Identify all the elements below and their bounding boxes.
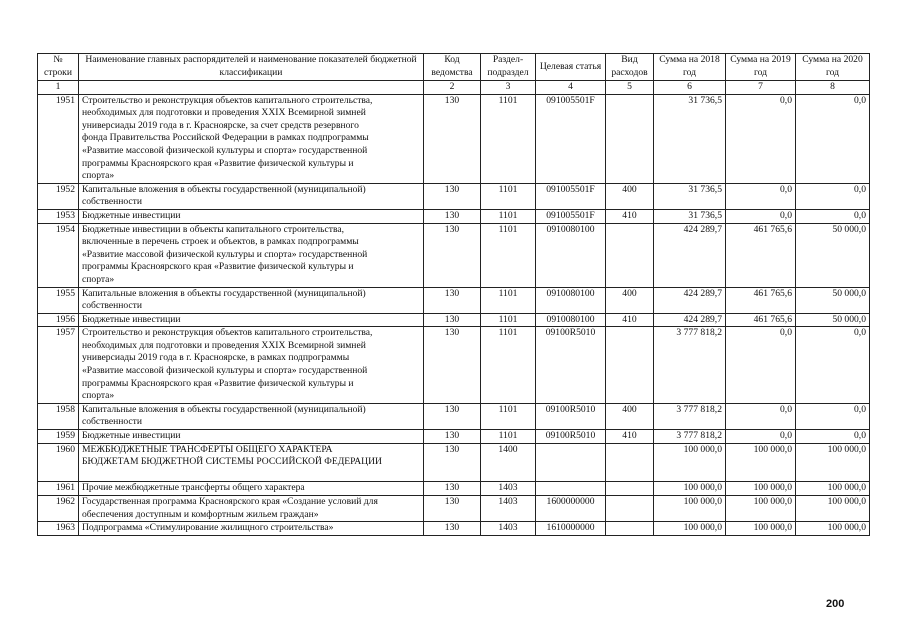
row-sum-2020: 0,0: [796, 183, 870, 209]
row-dept-code: 130: [424, 443, 481, 482]
row-section: 1101: [481, 430, 536, 444]
row-name-line: Строительство и реконструкция объектов капитального строительства,: [82, 94, 373, 106]
row-dept-code: 130: [424, 327, 481, 404]
row-sum-2018: 424 289,7: [654, 223, 726, 287]
table-row: [38, 482, 870, 496]
row-dept-code: 130: [424, 94, 481, 183]
row-dept-code: 130: [424, 403, 481, 429]
row-name-line: «Развитие массовой физической культуры и спорта» государственной: [82, 365, 368, 377]
row-name-line: необходимых для подготовки и проведения XXIX Всемирной зимней: [82, 107, 366, 119]
row-sum-2018: 31 736,5: [654, 94, 726, 183]
row-dept-code: 130: [424, 223, 481, 287]
row-name-line: собственности: [82, 196, 143, 208]
row-name: [79, 183, 424, 209]
row-name: [79, 430, 424, 444]
row-sum-2018: 3 777 818,2: [654, 327, 726, 404]
row-expense-type: 410: [606, 313, 654, 327]
row-target-article: 0910080100: [536, 313, 606, 327]
row-name-line: [82, 469, 420, 482]
header-dept-code: Код ведомства: [424, 54, 481, 81]
row-dept-code: 130: [424, 496, 481, 522]
row-number: 1951: [38, 94, 79, 183]
row-number: 1954: [38, 223, 79, 287]
header-row: [38, 54, 870, 81]
row-sum-2018: 424 289,7: [654, 287, 726, 313]
header-name: Наименование главных распорядителей и наименование показателей бюджетной классификации: [79, 54, 424, 81]
table-row: [38, 443, 870, 482]
row-section: 1101: [481, 403, 536, 429]
row-name: [79, 327, 424, 404]
row-sum-2019: 0,0: [726, 403, 796, 429]
row-name-line: фонда Правительства Российской Федерации в рамках подпрограммы: [82, 132, 369, 144]
row-target-article: [536, 443, 606, 482]
col-number-5: 5: [606, 81, 654, 95]
col-number-6: 6: [654, 81, 726, 95]
row-name: [79, 522, 424, 536]
row-sum-2018: 3 777 818,2: [654, 430, 726, 444]
col-number-2: 2: [424, 81, 481, 95]
row-name-line: Подпрограмма «Стимулирование жилищного строительства»: [82, 522, 334, 534]
row-name-line: спорта»: [82, 273, 115, 285]
row-target-article: 0910080100: [536, 287, 606, 313]
row-name-line: необходимых для подготовки и проведения XXIX Всемирной зимней: [82, 339, 366, 351]
row-name-line: Государственная программа Красноярского края «Создание условий для: [82, 496, 378, 507]
row-name-line: собственности: [82, 300, 143, 312]
row-sum-2020: 100 000,0: [796, 522, 870, 536]
row-sum-2020: 0,0: [796, 209, 870, 223]
page-number: 200: [826, 598, 845, 610]
row-name-line: МЕЖБЮДЖЕТНЫЕ ТРАНСФЕРТЫ ОБЩЕГО ХАРАКТЕРА: [82, 443, 333, 455]
table-row: [38, 287, 870, 313]
row-name-line: обеспечения доступным и комфортным жильем граждан»: [82, 508, 319, 520]
row-name-line: Бюджетные инвестиции: [82, 430, 181, 442]
col-number-4: 4: [536, 81, 606, 95]
row-name: [79, 223, 424, 287]
row-name: [79, 403, 424, 429]
row-expense-type: 400: [606, 183, 654, 209]
row-name-line: программы Красноярского края «Развитие физической культуры и: [82, 377, 354, 389]
row-sum-2019: 0,0: [726, 94, 796, 183]
row-expense-type: 410: [606, 209, 654, 223]
col-number-8: 8: [796, 81, 870, 95]
row-sum-2019: 0,0: [726, 327, 796, 404]
row-name: [79, 94, 424, 183]
row-sum-2019: 461 765,6: [726, 223, 796, 287]
row-section: 1101: [481, 94, 536, 183]
row-section: 1403: [481, 496, 536, 522]
row-name: [79, 443, 424, 482]
table-row: [38, 327, 870, 404]
row-name-line: Капитальные вложения в объекты государственной (муниципальной): [82, 403, 366, 415]
row-dept-code: 130: [424, 482, 481, 496]
table-row: [38, 209, 870, 223]
header-row-no: № строки: [38, 54, 79, 81]
header-sum-2019: Сумма на 2019 год: [726, 54, 796, 81]
row-name-line: включенные в перечень строек и объектов, в рамках подпрограммы: [82, 236, 359, 248]
row-sum-2020: 100 000,0: [796, 482, 870, 496]
row-name: [79, 482, 424, 496]
row-target-article: 091005501F: [536, 94, 606, 183]
row-name: [79, 496, 424, 522]
row-sum-2019: 0,0: [726, 430, 796, 444]
row-sum-2020: 50 000,0: [796, 313, 870, 327]
row-sum-2019: 461 765,6: [726, 287, 796, 313]
row-name-line: программы Красноярского края «Развитие физической культуры и: [82, 261, 354, 273]
row-sum-2020: 0,0: [796, 430, 870, 444]
row-name-line: Бюджетные инвестиции: [82, 209, 181, 221]
row-number: 1952: [38, 183, 79, 209]
row-sum-2018: 31 736,5: [654, 209, 726, 223]
row-dept-code: 130: [424, 183, 481, 209]
row-name-line: «Развитие массовой физической культуры и спорта» государственной: [82, 144, 368, 156]
table-row: [38, 94, 870, 183]
header-expense-type: Вид расходов: [606, 54, 654, 81]
row-dept-code: 130: [424, 287, 481, 313]
row-expense-type: [606, 327, 654, 404]
row-name-line: Капитальные вложения в объекты государственной (муниципальной): [82, 183, 366, 195]
col-number-3: 3: [481, 81, 536, 95]
row-sum-2019: 0,0: [726, 209, 796, 223]
col-number-7: 7: [726, 81, 796, 95]
row-section: 1400: [481, 443, 536, 482]
row-number: 1959: [38, 430, 79, 444]
row-section: 1101: [481, 209, 536, 223]
row-sum-2020: 100 000,0: [796, 496, 870, 522]
row-target-article: 1600000000: [536, 496, 606, 522]
row-name: [79, 313, 424, 327]
table-row: [38, 403, 870, 429]
row-number: 1958: [38, 403, 79, 429]
row-sum-2019: 0,0: [726, 183, 796, 209]
row-name: [79, 287, 424, 313]
row-section: 1101: [481, 327, 536, 404]
row-number: 1960: [38, 443, 79, 482]
row-expense-type: [606, 522, 654, 536]
row-sum-2019: 100 000,0: [726, 522, 796, 536]
row-sum-2020: 0,0: [796, 327, 870, 404]
row-sum-2018: 3 777 818,2: [654, 403, 726, 429]
row-expense-type: 400: [606, 403, 654, 429]
row-expense-type: [606, 496, 654, 522]
row-expense-type: [606, 482, 654, 496]
table-row: [38, 496, 870, 522]
row-name-line: БЮДЖЕТАМ БЮДЖЕТНОЙ СИСТЕМЫ РОССИЙСКОЙ ФЕДЕРАЦИИ: [82, 456, 382, 468]
row-dept-code: 130: [424, 430, 481, 444]
row-section: 1101: [481, 183, 536, 209]
row-section: 1101: [481, 313, 536, 327]
budget-table: [37, 53, 870, 536]
table-row: [38, 313, 870, 327]
row-sum-2018: 100 000,0: [654, 496, 726, 522]
row-number: 1961: [38, 482, 79, 496]
row-target-article: 0910080100: [536, 223, 606, 287]
row-name-line: Капитальные вложения в объекты государственной (муниципальной): [82, 287, 366, 299]
row-name-line: спорта»: [82, 170, 115, 182]
column-number-row: [38, 81, 870, 95]
row-number: 1962: [38, 496, 79, 522]
row-name-line: собственности: [82, 416, 143, 428]
row-sum-2019: 100 000,0: [726, 443, 796, 482]
header-sum-2018: Сумма на 2018 год: [654, 54, 726, 81]
row-target-article: 1610000000: [536, 522, 606, 536]
row-expense-type: 410: [606, 430, 654, 444]
col-number-1: 1: [38, 81, 79, 95]
header-target-article: Целевая статья: [536, 54, 606, 81]
row-sum-2019: 461 765,6: [726, 313, 796, 327]
row-sum-2020: 50 000,0: [796, 223, 870, 287]
row-name-line: спорта»: [82, 390, 115, 402]
row-number: 1953: [38, 209, 79, 223]
row-number: 1963: [38, 522, 79, 536]
row-number: 1955: [38, 287, 79, 313]
row-sum-2018: 100 000,0: [654, 482, 726, 496]
row-name-line: универсиады 2019 года в г. Красноярске, в рамках подпрограммы: [82, 352, 350, 364]
row-sum-2018: 100 000,0: [654, 443, 726, 482]
row-name-line: Бюджетные инвестиции в объекты капитального строительства,: [82, 223, 345, 235]
row-target-article: 09100R5010: [536, 327, 606, 404]
row-section: 1101: [481, 287, 536, 313]
row-name-line: программы Красноярского края «Развитие физической культуры и: [82, 157, 354, 169]
table-body: [38, 94, 870, 535]
row-sum-2020: 50 000,0: [796, 287, 870, 313]
row-section: 1101: [481, 223, 536, 287]
row-target-article: 091005501F: [536, 183, 606, 209]
row-name: [79, 209, 424, 223]
row-sum-2020: 100 000,0: [796, 443, 870, 482]
row-sum-2020: 0,0: [796, 94, 870, 183]
row-expense-type: 400: [606, 287, 654, 313]
table-row: [38, 522, 870, 536]
row-name-line: Строительство и реконструкция объектов капитального строительства,: [82, 327, 373, 339]
row-target-article: 091005501F: [536, 209, 606, 223]
row-expense-type: [606, 94, 654, 183]
header-section: Раздел-подраздел: [481, 54, 536, 81]
row-sum-2018: 31 736,5: [654, 183, 726, 209]
row-sum-2019: 100 000,0: [726, 496, 796, 522]
row-name-line: Бюджетные инвестиции: [82, 313, 181, 325]
row-number: 1956: [38, 313, 79, 327]
row-dept-code: 130: [424, 209, 481, 223]
row-sum-2018: 100 000,0: [654, 522, 726, 536]
row-target-article: [536, 482, 606, 496]
table-row: [38, 223, 870, 287]
row-target-article: 09100R5010: [536, 430, 606, 444]
table-row: [38, 183, 870, 209]
header-sum-2020: Сумма на 2020 год: [796, 54, 870, 81]
row-number: 1957: [38, 327, 79, 404]
row-name-line: универсиады 2019 года в г. Красноярске, за счет средств резервного: [82, 119, 359, 131]
row-dept-code: 130: [424, 522, 481, 536]
row-expense-type: [606, 443, 654, 482]
row-section: 1403: [481, 482, 536, 496]
row-name-line: «Развитие массовой физической культуры и спорта» государственной: [82, 248, 368, 260]
row-target-article: 09100R5010: [536, 403, 606, 429]
table-row: [38, 430, 870, 444]
row-name-line: Прочие межбюджетные трансферты общего характера: [82, 482, 305, 494]
row-sum-2020: 0,0: [796, 403, 870, 429]
row-sum-2018: 424 289,7: [654, 313, 726, 327]
row-expense-type: [606, 223, 654, 287]
row-section: 1403: [481, 522, 536, 536]
row-dept-code: 130: [424, 313, 481, 327]
col-number-1b: [79, 81, 424, 95]
row-sum-2019: 100 000,0: [726, 482, 796, 496]
